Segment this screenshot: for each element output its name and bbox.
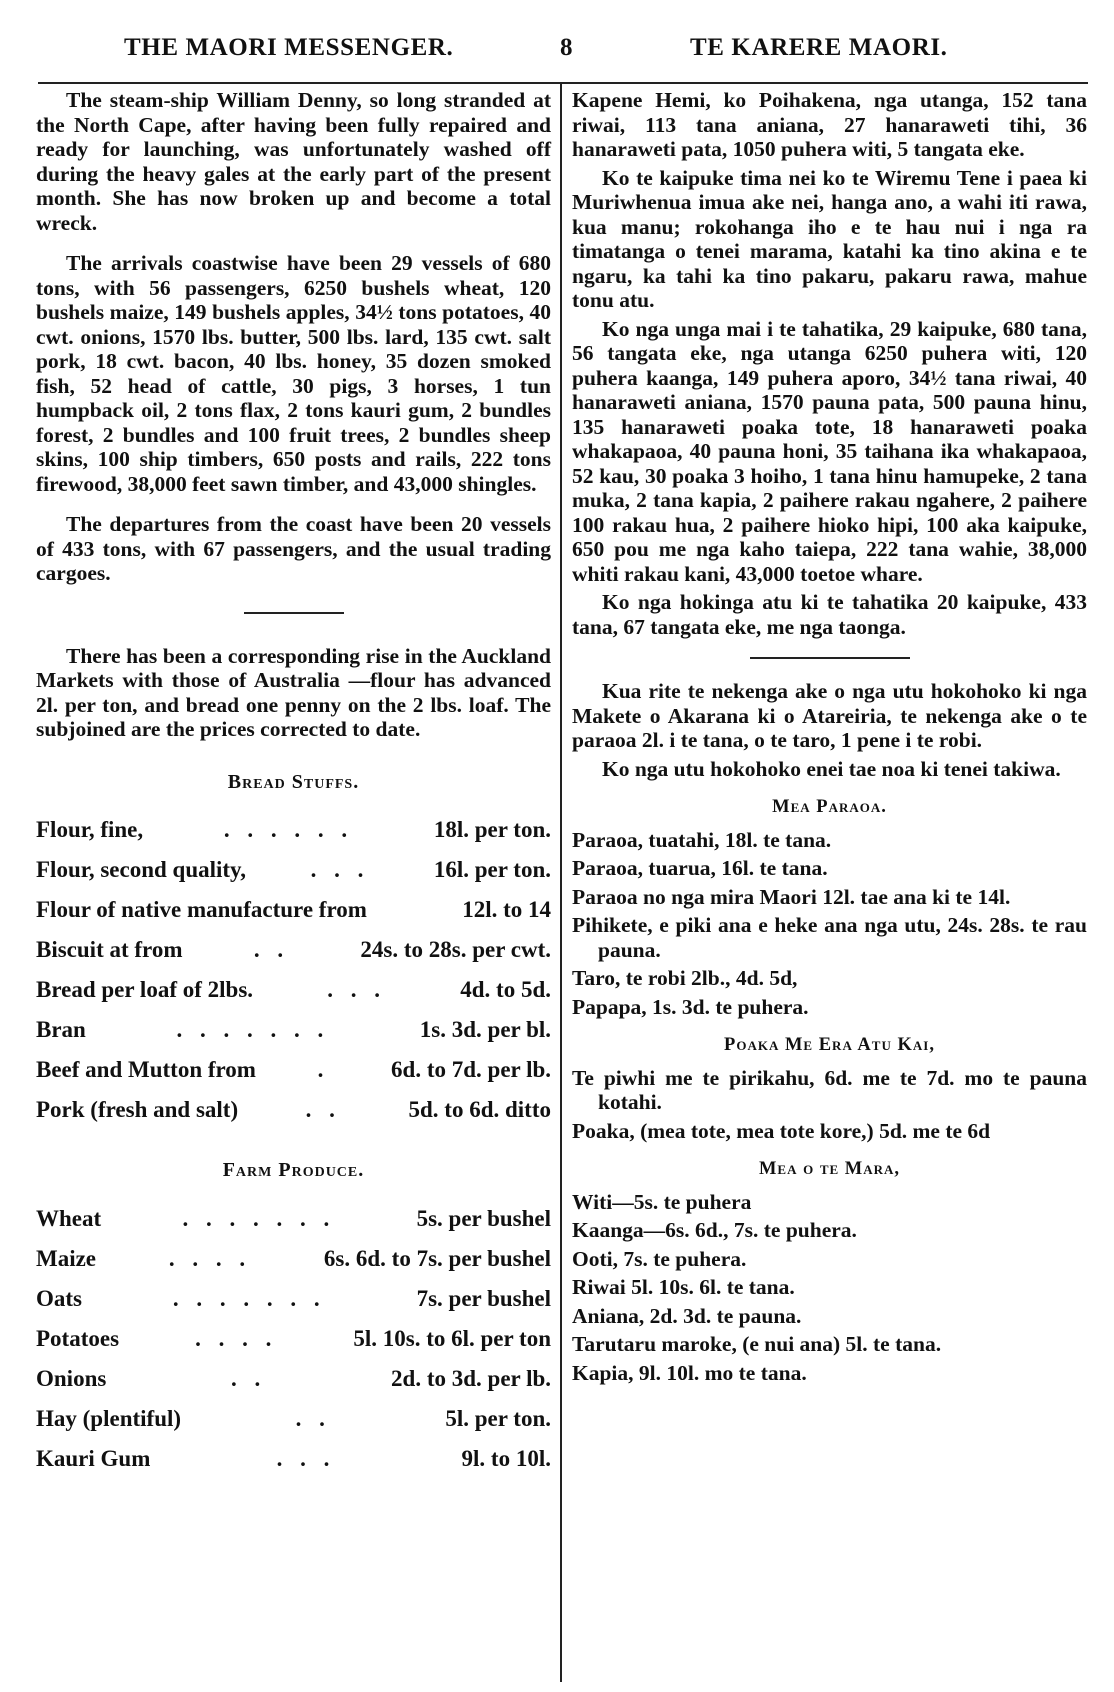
farm-produce-heading: Farm Produce. [222,1159,365,1181]
leader-dots: . . . . [168,1245,252,1271]
price-row [36,810,551,850]
price-entry: Pihikete, e piki ana e heke ana nga utu, 24s. 28s. te rau pauna. [572,913,1087,962]
price-value: 6s. 6d. to 7s. per bushel [323,1245,551,1271]
price-value: 24s. to 28s. per cwt. [360,937,551,962]
price-entry: Tarutaru maroke, (e nui ana) 5l. te tana. [572,1332,942,1356]
price-row [36,1010,551,1050]
price-item: Hay (plentiful) [36,1405,182,1431]
leader-dots: . . . . . . . [176,1017,330,1042]
price-value: 18l. per ton. [433,817,551,842]
wreck-paragraph-maori: Ko te kaipuke tima nei ko te Wiremu Tene i paea ki Muriwhenua imua ake nei, hanga ano, a wahi iti rawa, kua manu; rokohanga iho e te hau nui i nga ra timatanga o tenei marama, katahi ka tino akina e te ngaru, ka tahi ka tino pakaru, pakaru rawa, mahue tonu atu. [572,165,1087,312]
price-item: Maize [36,1245,97,1271]
price-value: 1s. 3d. per bl. [419,1017,551,1042]
prices-intro-maori: Ko nga utu hokohoko enei tae noa ki tenei takiwa. [602,756,1061,781]
price-entry: Poaka, (mea tote, mea tote kore,) 5d. me te 6d [572,1118,991,1143]
price-value: 5l. per ton. [445,1405,551,1431]
price-row [36,1439,551,1479]
poaka-heading: Poaka Me Era Atu Kai, [724,1035,935,1055]
price-row [36,1279,551,1319]
poaka-list [572,1066,1087,1144]
section-rule [244,612,344,614]
price-value: 4d. to 5d. [460,977,551,1002]
price-entry: Paraoa, tuatahi, 18l. te tana. [572,827,832,852]
price-entry: Aniana, 2d. 3d. te pauna. [572,1303,802,1328]
column-divider [560,84,562,1682]
cargo-paragraph: Kapene Hemi, ko Poihakena, nga utanga, 152 tana riwai, 113 tana aniana, 27 hanaraweti tihi, 36 hanaraweti pata, 1050 puhera witi, 5 tangata eke. [572,88,1087,161]
price-row [36,1199,551,1239]
price-row [36,1319,551,1359]
price-item: Flour of native manufacture from [36,897,367,922]
price-entry: Paraoa no nga mira Maori 12l. tae ana ki te 14l. [572,884,1011,909]
leader-dots: . . [253,937,290,962]
price-row [36,1090,551,1130]
price-item: Kauri Gum [36,1445,151,1471]
price-value: 6d. to 7d. per lb. [391,1057,551,1082]
price-entry: Kapia, 9l. 10l. mo te tana. [572,1360,807,1385]
price-item: Flour, second quality, [36,857,247,882]
price-row [36,850,551,890]
arrivals-paragraph: The arrivals coastwise have been 29 vessels of 680 tons, with 56 passengers, 6250 bushels wheat, 120 bushels maize, 149 bushels apples, 34½ tons potatoes, 40 cwt. onions, 1570 lbs. butter, 500 lbs. lard, 135 cwt. salt pork, 18 cwt. bacon, 40 lbs. honey, 35 dozen smoked fish, 52 head of cattle, 30 pigs, 3 horses, 1 tun humpback oil, 2 tons flax, 2 tons kauri gum, 2 bundles forest, 2 bundles and 100 fruit trees, 2 bundles sheep skins, 100 ship timbers, 650 posts and rails, 222 tons firewood, 38,000 feet sawn timber, and 43,000 shingles. [36,251,551,496]
mea-paraoa-list [572,828,1087,1020]
price-value: 12l. to 14 [462,897,551,922]
mea-o-te-mara-list [572,1190,1087,1386]
price-item: Bran [36,1017,86,1042]
bread-stuffs-heading: Bread Stuffs. [227,770,360,793]
price-row [36,1359,551,1399]
page-number: 8 [560,34,574,61]
masthead-english-title: THE MAORI MESSENGER. [124,34,454,61]
leader-dots: . . . [327,977,387,1002]
price-item: Beef and Mutton from [36,1057,256,1082]
price-row [36,930,551,970]
price-entry: Riwai 5l. 10s. 6l. te tana. [572,1275,795,1299]
leader-dots: . . [295,1405,331,1431]
leader-dots: . [317,1057,330,1082]
masthead-maori-title: TE KARERE MAORI. [690,34,948,61]
price-row [36,970,551,1010]
farm-produce-list [36,1199,551,1479]
leader-dots: . . [305,1097,341,1122]
markets-paragraph-maori: Kua rite te nekenga ake o nga utu hokohoko ki nga Makete o Akarana ki o Atareiria, te nekenga ake o te paraoa 2l. i te tana, o te taro, 1 pene i te robi. [572,679,1087,752]
bread-stuffs-list [36,810,551,1130]
leader-dots: . . . . . . [223,817,354,842]
arrivals-paragraph-maori: Ko nga unga mai i te tahatika, 29 kaipuke, 680 tana, 56 tangata eke, nga utanga 6250 puhera witi, 120 puhera kaanga, 149 puhera aporo, 34½ tana riwai, 40 hanaraweti aniana, 1570 pauna pata, 500 pauna hinu, 135 hanaraweti poaka tote, 18 hanaraweti poaka whakapaoa, 40 pauna honi, 35 taihana ika whakapaoa, 52 kau, 30 poaka 3 hoiho, 1 tana hinu hamupeke, 2 tana muka, 2 tana kapia, 2 paihere rakau ngahere, 2 paihere 100 rakau hua, 2 paihere hioko hipi, 100 aka kaipuke, 650 pou me nga kaho taiepa, 222 tana wahie, 38,000 whiti rakau kani, 43,000 toetoe whare. [572,316,1087,586]
leader-dots: . . . . . . . [172,1285,326,1311]
price-item: Flour, fine, [36,817,144,842]
header-rule [38,82,1088,84]
leader-dots: . . [231,1365,267,1391]
wreck-paragraph: The steam-ship William Denny, so long stranded at the North Cape, after having been fully repaired and ready for launching, was unfortunately washed off during the heavy gales at the early part of the present month. She has now broken up and become a total wreck. [36,88,551,235]
leader-dots: . . . [310,857,370,882]
masthead [0,34,1114,74]
price-item: Oats [36,1285,82,1311]
price-entry: Papapa, 1s. 3d. te puhera. [572,994,809,1019]
price-value: 5d. to 6d. ditto [408,1097,551,1122]
section-rule [750,657,910,659]
price-row [36,1399,551,1439]
departures-paragraph-maori: Ko nga hokinga atu ki te tahatika 20 kaipuke, 433 tana, 67 tangata eke, me nga taonga. [572,590,1087,639]
price-row [36,890,551,930]
price-value: 7s. per bushel [416,1285,551,1311]
price-item: Potatoes [36,1325,120,1351]
price-value: 2d. to 3d. per lb. [391,1365,551,1391]
departures-paragraph: The departures from the coast have been 20 vessels of 433 tons, with 67 passengers, and the usual trading cargoes. [36,512,551,585]
markets-paragraph: There has been a corresponding rise in the Auckland Markets with those of Australia —flour has advanced 2l. per ton, and bread one penny on the 2 lbs. loaf. The subjoined are the prices corrected to date. [36,643,551,741]
price-item: Onions [36,1365,107,1391]
price-row [36,1239,551,1279]
price-item: Biscuit at from [36,937,183,962]
price-row [36,1050,551,1090]
leader-dots: . . . [276,1445,336,1471]
price-entry: Te piwhi me te pirikahu, 6d. me te 7d. mo te pauna kotahi. [572,1065,1087,1114]
mea-paraoa-heading: Mea Paraoa. [772,797,887,817]
english-column [36,88,551,1479]
price-entry: Witi—5s. te puhera [572,1189,752,1214]
price-value: 5s. per bushel [416,1205,551,1231]
maori-column [572,88,1087,1385]
price-entry: Paraoa, tuarua, 16l. te tana. [572,856,828,880]
price-entry: Ooti, 7s. te puhera. [572,1246,747,1271]
price-entry: Taro, te robi 2lb., 4d. 5d, [572,966,798,990]
price-item: Pork (fresh and salt) [36,1097,239,1122]
price-entry: Kaanga—6s. 6d., 7s. te puhera. [572,1218,857,1242]
price-item: Bread per loaf of 2lbs. [36,977,254,1002]
price-value: 16l. per ton. [433,857,551,882]
price-item: Wheat [36,1205,102,1231]
leader-dots: . . . . . . . [182,1205,336,1231]
price-value: 5l. 10s. to 6l. per ton [353,1325,551,1351]
leader-dots: . . . . [195,1325,278,1351]
mea-o-te-mara-heading: Mea o te Mara, [758,1159,901,1179]
price-value: 9l. to 10l. [461,1445,551,1471]
